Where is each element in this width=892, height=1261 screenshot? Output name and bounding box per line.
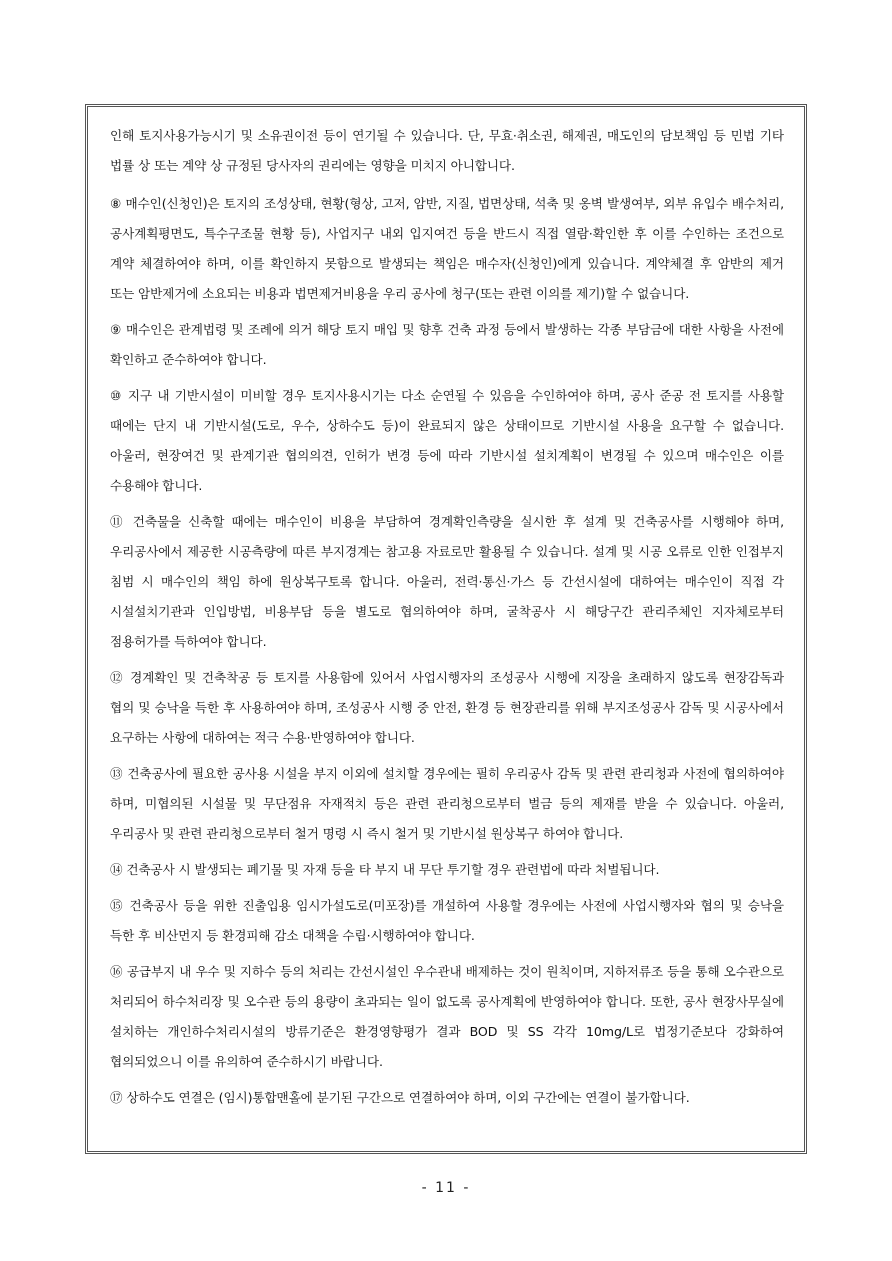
paragraph-item-16: ⑯ 공급부지 내 우수 및 지하수 등의 처리는 간선시설인 우수관내 배제하는 것이 원칙이며, 지하저류조 등을 통해 오수관으로 처리되어 하수처리장 및 오수관 등의 용량이 초과되는 일이 없도록 공사계획에 반영하여야 합니다. 또한, 공사 현장사무실에 설치하는 개인하수처리시설의 방류기준은 환경영향평가 결과 BOD 및 SS 각각 10mg/L로 법정기준보다 강화하여 협의되었으니 이를 유의하여 준수하시기 바랍니다. bbox=[110, 964, 784, 1069]
paragraph-continuation: 인해 토지사용가능시기 및 소유권이전 등이 연기될 수 있습니다. 단, 무효·취소권, 해제권, 매도인의 담보책임 등 민법 기타 법률 상 또는 계약 상 규정된 당사자의 권리에는 영향을 미치지 아니합니다. bbox=[110, 128, 784, 173]
paragraph-item-9: ⑨ 매수인은 관계법령 및 조례에 의거 해당 토지 매입 및 향후 건축 과정 등에서 발생하는 각종 부담금에 대한 사항을 사전에 확인하고 준수하여야 합니다. bbox=[110, 322, 784, 367]
paragraph-item-17: ⑰ 상하수도 연결은 (임시)통합맨홀에 분기된 구간으로 연결하여야 하며, 이외 구간에는 연결이 불가합니다. bbox=[110, 1090, 690, 1105]
paragraph-item-8: ⑧ 매수인(신청인)은 토지의 조성상태, 현황(형상, 고저, 암반, 지질, 법면상태, 석축 및 옹벽 발생여부, 외부 유입수 배수처리, 공사계획평면도, 특수구조물 현황 등), 사업지구 내외 입지여건 등을 반드시 직접 열람·확인한 후 이를 수인하는 조건으로 계약 체결하여야 하며, 이를 확인하지 못함으로 발생되는 책임은 매수자(신청인)에게 있습니다. 계약체결 후 암반의 제거 또는 암반제거에 소요되는 비용과 법면제거비용을 우리 공사에 청구(또는 관련 이의를 제기)할 수 없습니다. bbox=[110, 196, 784, 301]
paragraph-item-10: ⑩ 지구 내 기반시설이 미비할 경우 토지사용시기는 다소 순연될 수 있음을 수인하여야 하며, 공사 준공 전 토지를 사용할 때에는 단지 내 기반시설(도로, 우수, 상하수도 등)이 완료되지 않은 상태이므로 기반시설 사용을 요구할 수 없습니다. 아울러, 현장여건 및 관계기관 협의의견, 인허가 변경 등에 따라 기반시설 설치계획이 변경될 수 있으며 매수인은 이를 수용해야 합니다. bbox=[110, 388, 784, 493]
content-frame bbox=[85, 104, 807, 1154]
paragraph-item-14: ⑭ 건축공사 시 발생되는 폐기물 및 자재 등을 타 부지 내 무단 투기할 경우 관련법에 따라 처벌됩니다. bbox=[110, 862, 660, 877]
page-number: - 11 - bbox=[421, 1180, 471, 1196]
paragraph-item-12: ⑫ 경계확인 및 건축착공 등 토지를 사용함에 있어서 사업시행자의 조성공사 시행에 지장을 초래하지 않도록 현장감독과 협의 및 승낙을 득한 후 사용하여야 하며, 조성공사 시행 중 안전, 환경 등 현장관리를 위해 부지조성공사 감독 및 시공사에서 요구하는 사항에 대하여는 적극 수용·반영하여야 합니다. bbox=[110, 670, 784, 745]
paragraph-item-11: ⑪ 건축물을 신축할 때에는 매수인이 비용을 부담하여 경계확인측량을 실시한 후 설계 및 건축공사를 시행해야 하며, 우리공사에서 제공한 시공측량에 따른 부지경계는 참고용 자료로만 활용될 수 있습니다. 설계 및 시공 오류로 인한 인접부지 침범 시 매수인의 책임 하에 원상복구토록 합니다. 아울러, 전력·통신·가스 등 간선시설에 대하여는 매수인이 직접 각 시설설치기관과 인입방법, 비용부담 등을 별도로 협의하여야 하며, 굴착공사 시 해당구간 관리주체인 지자체로부터 점용허가를 득하여야 합니다. bbox=[110, 514, 784, 649]
paragraph-item-13: ⑬ 건축공사에 필요한 공사용 시설을 부지 이외에 설치할 경우에는 필히 우리공사 감독 및 관련 관리청과 사전에 협의하여야 하며, 미협의된 시설물 및 무단점유 자재적치 등은 관련 관리청으로부터 벌금 등의 제재를 받을 수 있습니다. 아울러, 우리공사 및 관련 관리청으로부터 철거 명령 시 즉시 철거 및 기반시설 원상복구 하여야 합니다. bbox=[110, 766, 784, 841]
paragraph-item-15: ⑮ 건축공사 등을 위한 진출입용 임시가설도로(미포장)를 개설하여 사용할 경우에는 사전에 사업시행자와 협의 및 승낙을 득한 후 비산먼지 등 환경피해 감소 대책을 수립·시행하여야 합니다. bbox=[110, 898, 784, 943]
